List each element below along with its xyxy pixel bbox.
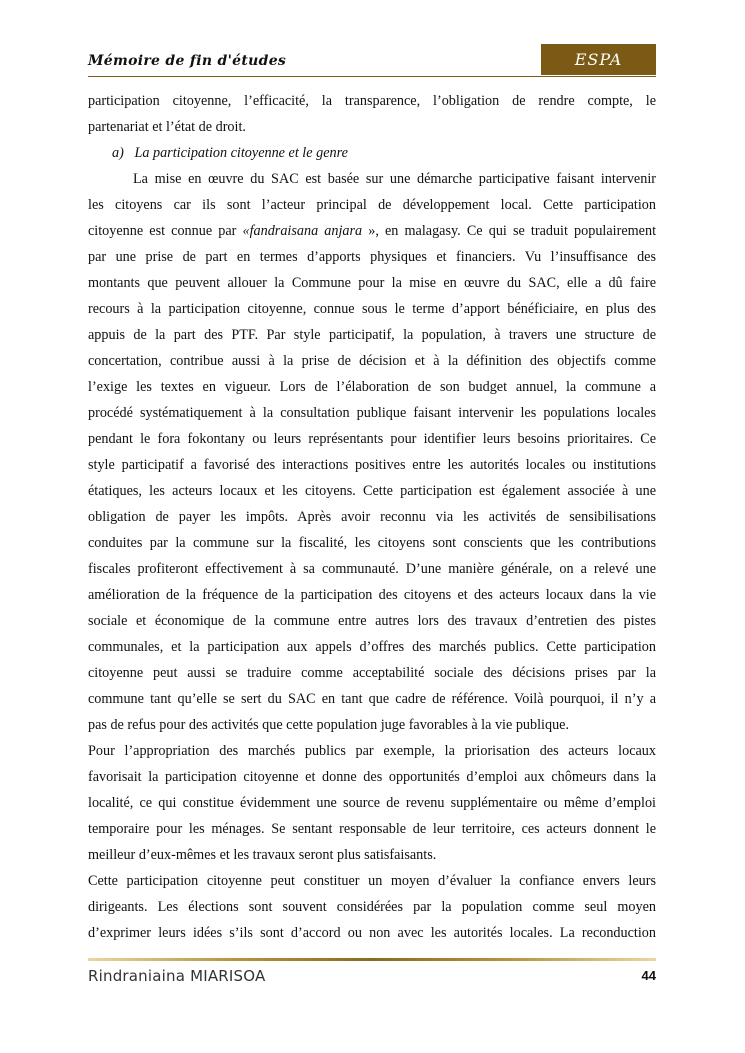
text-line: participation citoyenne, l’efficacité, la transparence, l’obligation de rendre compte, le xyxy=(88,93,656,109)
text-line: favorisait la participation citoyenne et donne des opportunités d’emploi aux chômeurs dans la xyxy=(88,769,656,785)
text-line: Pour l’appropriation des marchés publics par exemple, la priorisation des acteurs locaux xyxy=(88,743,656,759)
text-line: montants que peuvent allouer la Commune pour la mise en œuvre du SAC, elle a dû faire xyxy=(88,275,656,291)
text-line: par une prise de part en termes d’apports physiques et financiers. Vu l’insuffisance des xyxy=(88,249,656,265)
text-line: dirigeants. Les élections sont souvent considérées par la population comme seul moyen xyxy=(88,899,656,915)
header-title: Mémoire de fin d'études xyxy=(88,53,287,69)
text-line: recours à la participation citoyenne, connue sous le terme d’apport bénéficiaire, en plus des xyxy=(88,301,656,317)
text-line: procédé systématiquement à la consultation publique faisant intervenir les populations locales xyxy=(88,405,656,421)
text-line: communales, et la participation aux appels d’offres des marchés publics. Cette participation xyxy=(88,639,656,655)
text-line: partenariat et l’état de droit. xyxy=(88,119,246,135)
header-badge xyxy=(541,44,656,75)
text-line: obligation de payer les impôts. Après avoir reconnu via les activités de sensibilisations xyxy=(88,509,656,525)
text-line: pendant le fora fokontany ou leurs représentants pour identifier leurs besoins prioritaires. Ce xyxy=(88,431,656,447)
section-heading: a) La participation citoyenne et le genre xyxy=(112,145,348,161)
text-line: amélioration de la fréquence de la participation des citoyens et des acteurs locaux dans la vie xyxy=(88,587,656,603)
text-line: style participatif a favorisé des interactions positives entre les autorités locales ou institutions xyxy=(88,457,656,473)
text-line: localité, ce qui constitue évidemment une source de revenu supplémentaire ou même d’emploi xyxy=(88,795,656,811)
text-line: La mise en œuvre du SAC est basée sur une démarche participative faisant intervenir xyxy=(133,171,656,187)
text-line: d’exprimer leurs idées s’ils sont d’accord ou non avec les autorités locales. La reconduction xyxy=(88,925,656,941)
text-line: conduites par la commune sur la fiscalité, les citoyens sont conscients que les contributions xyxy=(88,535,656,551)
page-header xyxy=(88,44,656,77)
text-line: pas de refus pour des activités que cette population juge favorables à la vie publique. xyxy=(88,717,570,733)
footer-rule xyxy=(88,958,656,961)
page-number: 44 xyxy=(641,968,656,983)
text-line: sociale et économique de la commune entre autres lors des travaux d’entretien des pistes xyxy=(88,613,656,629)
text-line: citoyenne est connue par «fandraisana anjara », en malagasy. Ce qui se traduit populairement xyxy=(88,223,656,239)
page-footer xyxy=(88,958,656,992)
text-line: commune tant qu’elle se sert du SAC en tant que cadre de référence. Voilà pourquoi, il n’y a xyxy=(88,691,656,707)
text-line: concertation, contribue aussi à la prise de décision et à la définition des objectifs comme xyxy=(88,353,656,369)
footer-author: Rindraniaina MIARISOA xyxy=(88,967,266,985)
text-line: fiscales profiteront effectivement à sa communauté. D’une manière générale, on a relevé une xyxy=(88,561,656,577)
document-body xyxy=(88,88,656,946)
text-line: étatiques, les acteurs locaux et les citoyens. Cette participation est également associée à une xyxy=(88,483,656,499)
header-badge-label: ESPA xyxy=(574,50,623,69)
text-line: temporaire pour les ménages. Se sentant responsable de leur territoire, ces acteurs donnent le xyxy=(88,821,656,837)
text-line: meilleur d’eux-mêmes et les travaux seront plus satisfaisants. xyxy=(88,847,437,863)
text-line: appuis de la part des PTF. Par style participatif, la population, à travers une structure de xyxy=(88,327,656,343)
text-line: Cette participation citoyenne peut constituer un moyen d’évaluer la confiance envers leurs xyxy=(88,873,656,889)
header-rule xyxy=(88,76,656,77)
text-line: les citoyens car ils sont l’acteur principal de développement local. Cette participation xyxy=(88,197,656,213)
text-line: citoyenne peut aussi se traduire comme acceptabilité sociale des décisions prises par la xyxy=(88,665,656,681)
text-line: l’exige les textes en vigueur. Lors de l’élaboration de son budget annuel, la commune a xyxy=(88,379,656,395)
